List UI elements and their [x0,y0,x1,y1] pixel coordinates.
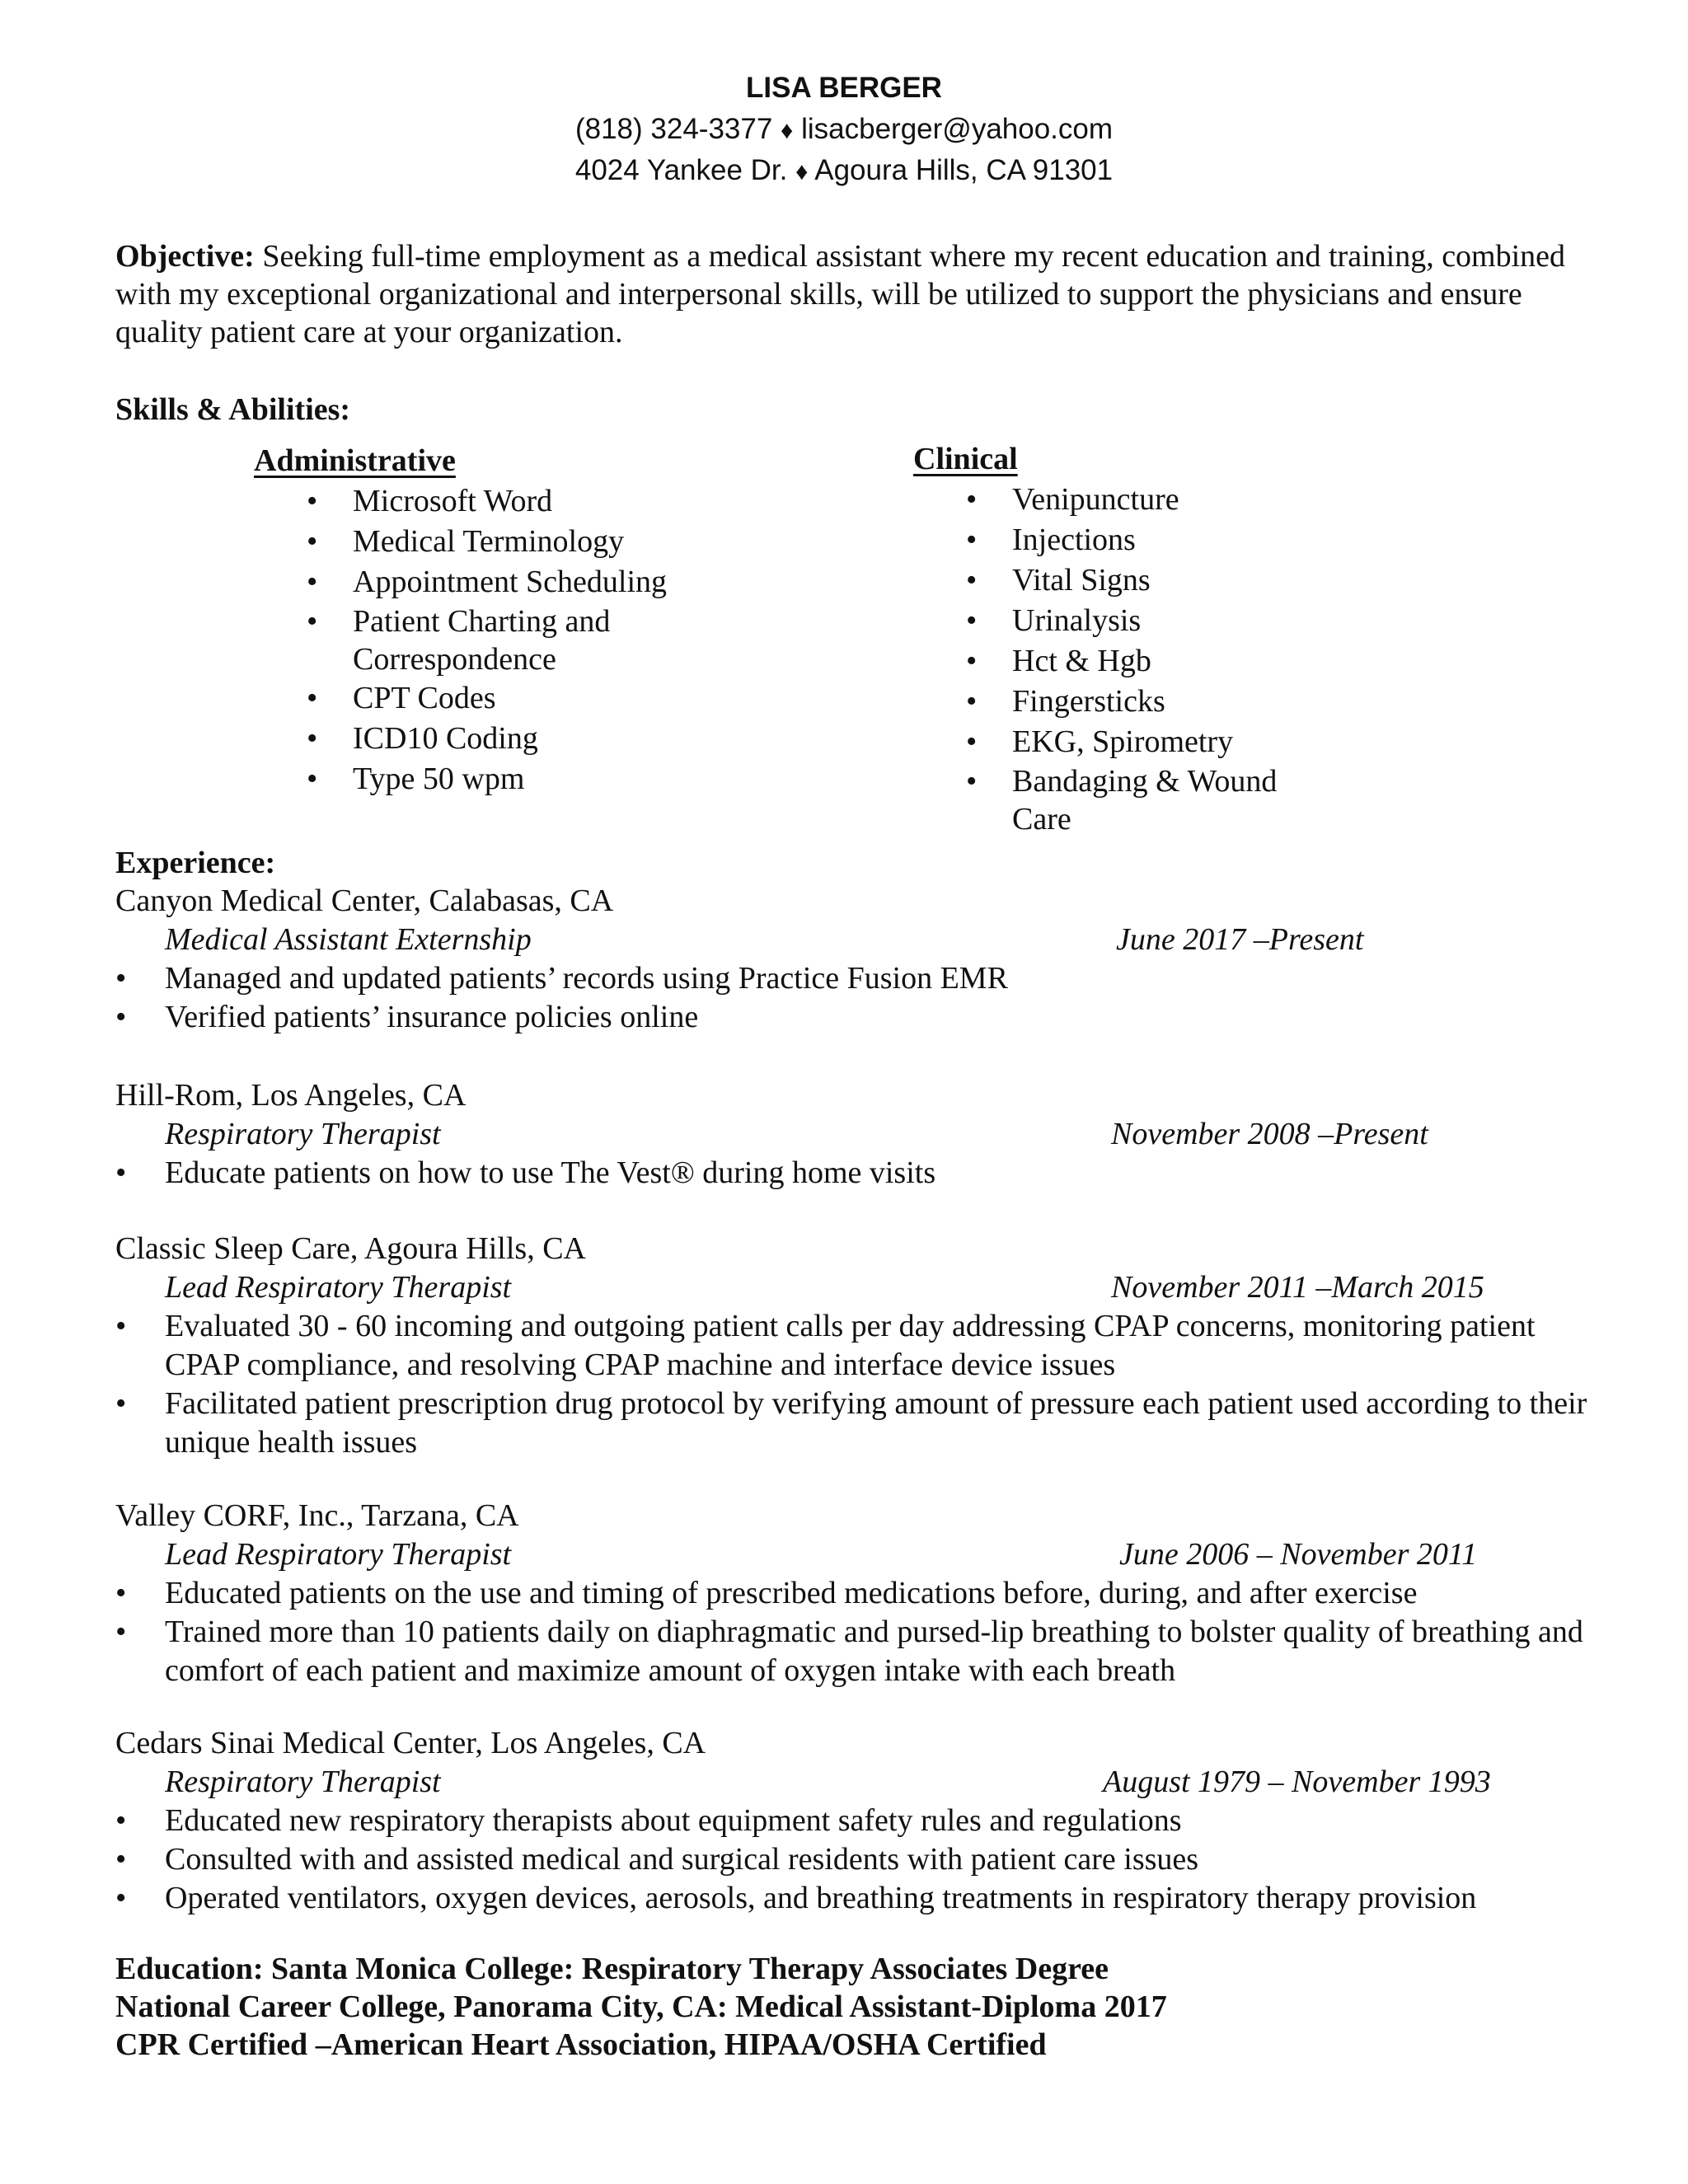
bullet-icon: • [307,762,318,796]
job-company: Canyon Medical Center, Calabasas, CA [115,883,614,918]
bullet-icon: • [307,681,318,715]
objective-label: Objective: [115,239,255,274]
job-bullets [115,959,1591,1037]
job-role: Respiratory Therapist [165,1765,441,1799]
bullet-icon: • [966,523,978,557]
list-item: • Facilitated patient prescription drug protocol by verifying amount of pressure each patient used according to their unique health issues [115,1386,1587,1460]
education-line: CPR Certified –American Heart Association, HIPAA/OSHA Certified [115,2027,1047,2062]
bullet-icon: • [115,1803,127,1838]
job-entry [115,1076,1591,1193]
job-entry [115,1724,1591,1918]
job-dates: June 2017 –Present [1116,922,1364,957]
list-item: • Microsoft Word [353,481,699,522]
education-line: Education: Santa Monica College: Respiratory Therapy Associates Degree [115,1952,1109,1986]
job-company: Valley CORF, Inc., Tarzana, CA [115,1498,519,1533]
list-item: • Managed and updated patients’ records using Practice Fusion EMR [115,959,1591,998]
list-item: • Injections [1012,520,1325,560]
job-company: Hill-Rom, Los Angeles, CA [115,1078,467,1113]
resume-header [0,68,1688,191]
list-item: • Urinalysis [1012,601,1325,641]
contact-line [0,109,1688,150]
bullet-icon: • [307,484,318,518]
list-item: • Trained more than 10 patients daily on diaphragmatic and pursed-lip breathing to bolster quality of breathing and comfort of each patient and maximize amount of oxygen intake with each breath [115,1615,1583,1688]
job-dates: November 2008 –Present [1111,1117,1428,1151]
administrative-title: Administrative [254,443,456,478]
bullet-icon: • [966,482,978,517]
job-role-row [115,1763,1591,1802]
bullet-icon: • [115,1842,127,1877]
diamond-separator-icon: ♦ [795,158,809,185]
list-item: • Patient Charting and Correspondence [307,604,611,677]
bullet-icon: • [966,644,978,678]
job-role: Lead Respiratory Therapist [165,1270,512,1305]
applicant-name: LISA BERGER [746,72,942,104]
list-item: • Medical Terminology [353,522,699,562]
list-item: • Educate patients on how to use The Vest® during home visits [115,1154,1591,1193]
list-item: • Verified patients’ insurance policies online [115,998,1591,1037]
list-item: • Type 50 wpm [353,759,699,799]
job-bullets [115,1802,1591,1918]
bullet-icon: • [307,524,318,559]
education-line: National Career College, Panorama City, CA: Medical Assistant-Diploma 2017 [115,1990,1167,2024]
bullet-icon: • [115,961,127,996]
list-item: • ICD10 Coding [353,719,699,759]
bullet-icon: • [115,1615,127,1649]
bullet-icon: • [307,721,318,756]
clinical-title: Clinical [913,442,1018,476]
clinical-column [913,440,1408,478]
list-item: • Operated ventilators, oxygen devices, aerosols, and breathing treatments in respiratory therapy provision [115,1879,1591,1918]
list-item: • Bandaging & Wound Care [966,764,1278,837]
job-bullets [115,1307,1591,1462]
job-role-row [115,921,1591,959]
job-role: Medical Assistant Externship [165,922,532,957]
list-item: • Evaluated 30 - 60 incoming and outgoing patient calls per day addressing CPAP concerns, monitoring patient CPAP compliance, and resolving CPAP machine and interface device issues [115,1309,1536,1382]
bullet-icon: • [966,764,978,799]
job-company: Cedars Sinai Medical Center, Los Angeles, CA [115,1726,706,1760]
list-item: • Hct & Hgb [1012,641,1325,682]
administrative-column [254,442,781,480]
bullet-icon: • [115,1155,127,1190]
job-bullets [115,1154,1591,1193]
list-item: • Educated patients on the use and timing of prescribed medications before, during, and after exercise [115,1574,1591,1613]
bullet-icon: • [307,565,318,599]
city-address: Agoura Hills, CA 91301 [814,154,1114,186]
list-item: • Vital Signs [1012,560,1325,601]
list-item: • Consulted with and assisted medical and surgical residents with patient care issues [115,1840,1591,1879]
job-dates: November 2011 –March 2015 [1111,1270,1484,1305]
job-role-row [115,1115,1591,1154]
bullet-icon: • [966,563,978,598]
skills-heading: Skills & Abilities: [115,392,351,427]
list-item: • Venipuncture [1012,480,1325,520]
bullet-icon: • [966,603,978,638]
education-section [115,1950,1167,2064]
list-item: • Appointment Scheduling [353,562,699,602]
bullet-icon: • [115,1881,127,1915]
bullet-icon: • [307,604,318,639]
bullet-icon: • [966,724,978,759]
objective-text: Seeking full-time employment as a medical assistant where my recent education and training, combined with my exceptional organizational and interpersonal skills, will be utilized to support the physicians and ensure quality patient care at your organization. [115,239,1566,349]
job-company: Classic Sleep Care, Agoura Hills, CA [115,1231,586,1266]
street-address: 4024 Yankee Dr. [574,154,788,186]
bullet-icon: • [115,1576,127,1610]
phone-number: (818) 324-3377 [574,113,773,145]
job-dates: June 2006 – November 2011 [1119,1537,1478,1572]
list-item: • CPT Codes [353,678,699,719]
job-role-row [115,1268,1591,1307]
email-address: lisacberger@yahoo.com [801,113,1114,145]
list-item: • EKG, Spirometry [1012,722,1325,762]
bullet-icon: • [115,1386,127,1421]
job-role: Lead Respiratory Therapist [165,1537,512,1572]
address-line [0,150,1688,191]
job-bullets [115,1574,1591,1690]
job-dates: August 1979 – November 1993 [1103,1765,1491,1799]
job-entry [115,1230,1591,1462]
bullet-icon: • [966,684,978,719]
bullet-icon: • [115,1309,127,1343]
experience-heading: Experience: [115,846,276,880]
job-entry [115,1497,1591,1690]
clinical-skill-list [966,480,1325,838]
list-item: • Fingersticks [1012,682,1325,722]
objective-section [115,237,1582,351]
administrative-skill-list [307,481,699,799]
list-item: • Educated new respiratory therapists about equipment safety rules and regulations [115,1802,1591,1840]
bullet-icon: • [115,1000,127,1034]
diamond-separator-icon: ♦ [781,117,794,144]
job-entry [115,882,1591,1037]
job-role: Respiratory Therapist [165,1117,441,1151]
job-role-row [115,1535,1591,1574]
